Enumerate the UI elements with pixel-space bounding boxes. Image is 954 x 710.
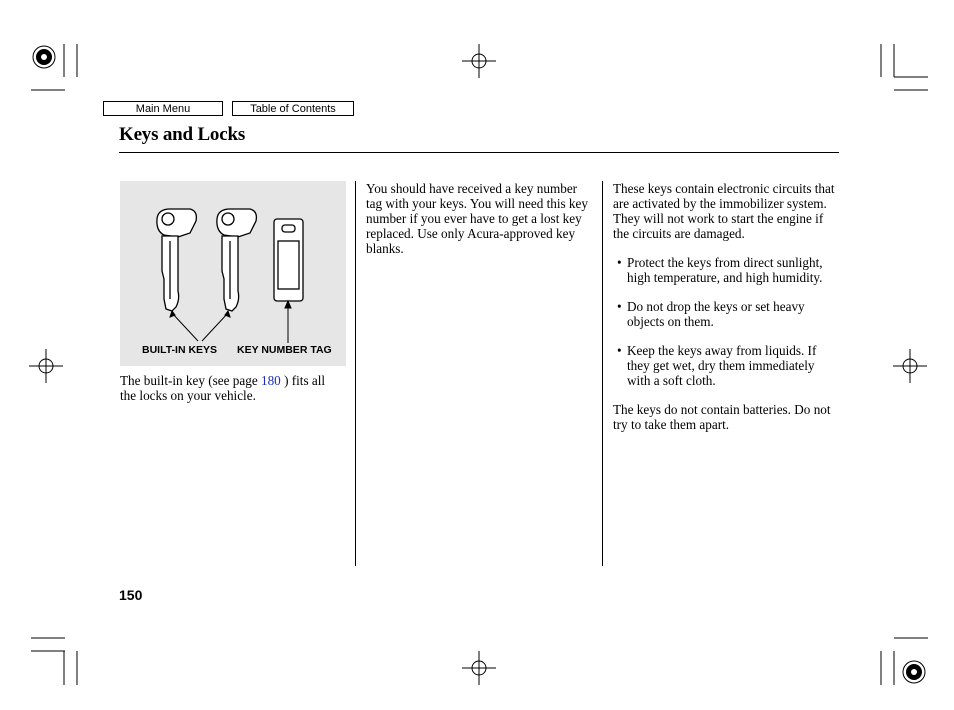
middle-column [366, 181, 592, 270]
crosshair-icon [29, 349, 63, 383]
text-fragment: The built-in key (see page [120, 373, 261, 388]
bullet-icon: • [617, 255, 622, 270]
right-column [613, 181, 835, 446]
bullet-item [613, 343, 835, 388]
title-rule [119, 152, 839, 153]
keys-drawing [120, 181, 346, 366]
column-divider [355, 181, 356, 566]
right-paragraph-2: The keys do not contain batteries. Do not try to take them apart. [613, 402, 831, 432]
page-number: 150 [119, 587, 143, 603]
main-menu-button[interactable]: Main Menu [103, 101, 223, 116]
left-column [120, 373, 344, 417]
crosshair-icon [893, 349, 927, 383]
text-fragment: ) fits all the locks on your vehicle. [120, 373, 326, 403]
built-in-key-icon [217, 209, 257, 311]
page-title: Keys and Locks [119, 124, 246, 145]
bullet-item [613, 299, 835, 329]
middle-paragraph: You should have received a key number tag with your keys. You will need this key number if you ever have to get a lost key replaced. Use only Acura-approved key blanks. [366, 181, 588, 256]
left-paragraph [120, 373, 344, 403]
page-link-180[interactable]: 180 [260, 373, 281, 388]
caption-key-number-tag: KEY NUMBER TAG [237, 344, 332, 356]
bullet-text: Keep the keys away from liquids. If they get wet, dry them immediately with a soft cloth. [627, 343, 817, 388]
bullet-text: Do not drop the keys or set heavy objects on them. [627, 299, 805, 329]
crosshair-icon [462, 651, 496, 685]
bullet-text: Protect the keys from direct sunlight, high temperature, and high humidity. [627, 255, 823, 285]
key-number-tag-icon [274, 219, 303, 301]
built-in-key-icon [157, 209, 197, 311]
bullet-item [613, 255, 835, 285]
keys-illustration [120, 181, 346, 366]
bullet-icon: • [617, 343, 622, 358]
bullet-icon: • [617, 299, 622, 314]
table-of-contents-button[interactable]: Table of Contents [232, 101, 354, 116]
registration-target-icon [903, 661, 925, 683]
registration-target-icon [33, 46, 55, 68]
column-divider [602, 181, 603, 566]
right-paragraph-1: These keys contain electronic circuits that are activated by the immobilizer system. They will not work to start the engine if the circuits are damaged. [613, 181, 835, 241]
crosshair-icon [462, 44, 496, 78]
caption-built-in-keys: BUILT-IN KEYS [142, 344, 218, 356]
